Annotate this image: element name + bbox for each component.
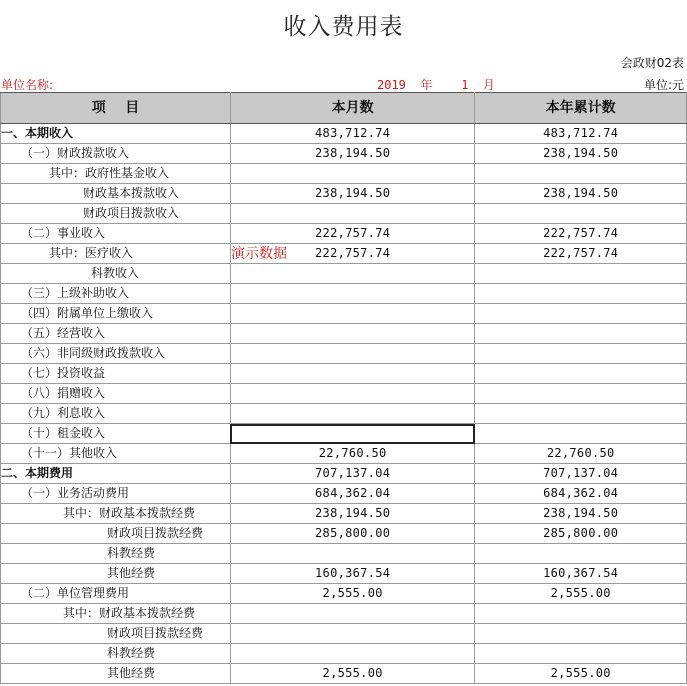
table-row [1,384,687,404]
row-current-month-value[interactable] [230,644,474,664]
row-current-month-value[interactable] [230,364,474,384]
row-year-to-date-value[interactable] [475,324,687,344]
row-item-label[interactable]: （九）利息收入 [1,404,231,424]
row-item-label[interactable]: 财政项目拨款收入 [1,204,231,224]
row-item-label[interactable]: （八）捐赠收入 [1,384,231,404]
row-item-label[interactable]: 财政基本拨款收入 [1,184,231,204]
row-item-label[interactable]: （一）财政拨款收入 [1,144,231,164]
row-year-to-date-value[interactable]: 684,362.04 [475,484,687,504]
row-current-month-value[interactable] [230,164,474,184]
row-item-label[interactable]: （三）上级补助收入 [1,284,231,304]
table-row [1,464,687,484]
report-title: 收入费用表 [283,14,404,40]
table-row [1,204,687,224]
header-current-month[interactable]: 本月数 [230,93,474,124]
row-current-month-value[interactable] [230,264,474,284]
table-row [1,304,687,324]
row-item-label[interactable]: 科教经费 [1,644,231,664]
form-code: 会政财02表 [620,56,684,70]
row-current-month-value[interactable]: 238,194.50 [230,184,474,204]
row-item-label[interactable]: （六）非同级财政拨款收入 [1,344,231,364]
table-row [1,564,687,584]
row-current-month-value[interactable]: 160,367.54 [230,564,474,584]
row-item-label[interactable]: 其中：财政基本拨款经费 [1,504,231,524]
row-item-label[interactable]: 其中：医疗收入 [1,244,231,264]
table-row [1,324,687,344]
table-row [1,504,687,524]
row-year-to-date-value[interactable]: 222,757.74 [475,224,687,244]
row-year-to-date-value[interactable]: 238,194.50 [475,504,687,524]
table-row [1,404,687,424]
table-row [1,164,687,184]
row-current-month-value[interactable]: 285,800.00 [230,524,474,544]
row-current-month-value[interactable]: 222,757.74 [230,224,474,244]
row-item-label[interactable]: 一、本期收入 [1,124,231,144]
table-row [1,644,687,664]
table-row [1,664,687,684]
row-current-month-value[interactable]: 238,194.50 [230,504,474,524]
row-item-label[interactable]: 财政项目拨款经费 [1,524,231,544]
row-year-to-date-value[interactable] [475,264,687,284]
row-year-to-date-value[interactable]: 2,555.00 [475,584,687,604]
row-item-label[interactable]: （十一）其他收入 [1,444,231,464]
table-row [1,364,687,384]
row-year-to-date-value[interactable]: 222,757.74 [475,244,687,264]
table-row [1,224,687,244]
row-current-month-value[interactable]: 483,712.74 [230,124,474,144]
row-item-label[interactable]: （二）事业收入 [1,224,231,244]
row-current-month-value[interactable] [230,284,474,304]
row-year-to-date-value[interactable]: 707,137.04 [475,464,687,484]
row-item-label[interactable]: 二、本期费用 [1,464,231,484]
row-current-month-value[interactable] [230,604,474,624]
report-period: 2019 年 1 月 [377,78,495,92]
row-year-to-date-value[interactable]: 160,367.54 [475,564,687,584]
row-year-to-date-value[interactable]: 238,194.50 [475,184,687,204]
table-row [1,144,687,164]
row-item-label[interactable]: （五）经营收入 [1,324,231,344]
table-row [1,624,687,644]
row-item-label[interactable]: 科教经费 [1,544,231,564]
row-year-to-date-value[interactable] [475,624,687,644]
table-row [1,124,687,144]
unit-name-label: 单位名称: [1,78,54,92]
row-year-to-date-value[interactable] [475,284,687,304]
row-current-month-value[interactable]: 222,757.74 [230,244,474,264]
row-year-to-date-value[interactable]: 2,555.00 [475,664,687,684]
row-current-month-value[interactable]: 22,760.50 [230,444,474,464]
table-row [1,344,687,364]
table-row [1,444,687,464]
row-item-label[interactable]: （七）投资收益 [1,364,231,384]
row-year-to-date-value[interactable] [475,204,687,224]
row-year-to-date-value[interactable]: 22,760.50 [475,444,687,464]
table-row [1,524,687,544]
row-item-label[interactable]: 其中：财政基本拨款经费 [1,604,231,624]
row-item-label[interactable]: （一）业务活动费用 [1,484,231,504]
table-row [1,544,687,564]
row-item-label[interactable]: 其他经费 [1,664,231,684]
row-current-month-value[interactable] [230,384,474,404]
row-item-label[interactable]: 其他经费 [1,564,231,584]
row-current-month-value[interactable]: 2,555.00 [230,664,474,684]
row-year-to-date-value[interactable]: 238,194.50 [475,144,687,164]
income-expense-table [0,92,687,684]
unit-info-row [0,76,687,92]
header-item[interactable]: 项 目 [1,93,231,124]
row-year-to-date-value[interactable] [475,164,687,184]
row-year-to-date-value[interactable] [475,424,687,444]
row-current-month-value[interactable] [230,304,474,324]
row-current-month-value[interactable]: 2,555.00 [230,584,474,604]
row-year-to-date-value[interactable] [475,604,687,624]
row-current-month-value[interactable] [230,204,474,224]
row-item-label[interactable]: 科教收入 [1,264,231,284]
row-year-to-date-value[interactable] [475,384,687,404]
row-current-month-value[interactable]: 707,137.04 [230,464,474,484]
row-current-month-value[interactable] [230,424,474,444]
row-current-month-value[interactable] [230,544,474,564]
row-year-to-date-value[interactable]: 285,800.00 [475,524,687,544]
row-year-to-date-value[interactable] [475,344,687,364]
header-year-to-date[interactable]: 本年累计数 [475,93,687,124]
row-current-month-value[interactable] [230,344,474,364]
row-year-to-date-value[interactable] [475,364,687,384]
row-year-to-date-value[interactable] [475,544,687,564]
currency-unit: 单位:元 [643,78,684,92]
row-item-label[interactable]: （十）租金收入 [1,424,231,444]
row-item-label[interactable]: （二）单位管理费用 [1,584,231,604]
row-current-month-value[interactable] [230,624,474,644]
demo-watermark: 演示数据 [231,246,287,262]
table-header-row [1,93,687,124]
table-row [1,244,687,264]
row-current-month-value[interactable] [230,404,474,424]
row-year-to-date-value[interactable] [475,644,687,664]
table-row [1,264,687,284]
table-row [1,604,687,624]
table-row [1,424,687,444]
row-current-month-value[interactable]: 238,194.50 [230,144,474,164]
row-year-to-date-value[interactable] [475,304,687,324]
row-current-month-value[interactable] [230,324,474,344]
row-item-label[interactable]: 财政项目拨款经费 [1,624,231,644]
row-item-label[interactable]: 其中：政府性基金收入 [1,164,231,184]
row-year-to-date-value[interactable] [475,404,687,424]
table-row [1,184,687,204]
table-row [1,284,687,304]
table-row [1,584,687,604]
table-row [1,484,687,504]
row-current-month-value[interactable]: 684,362.04 [230,484,474,504]
row-item-label[interactable]: （四）附属单位上缴收入 [1,304,231,324]
row-year-to-date-value[interactable]: 483,712.74 [475,124,687,144]
